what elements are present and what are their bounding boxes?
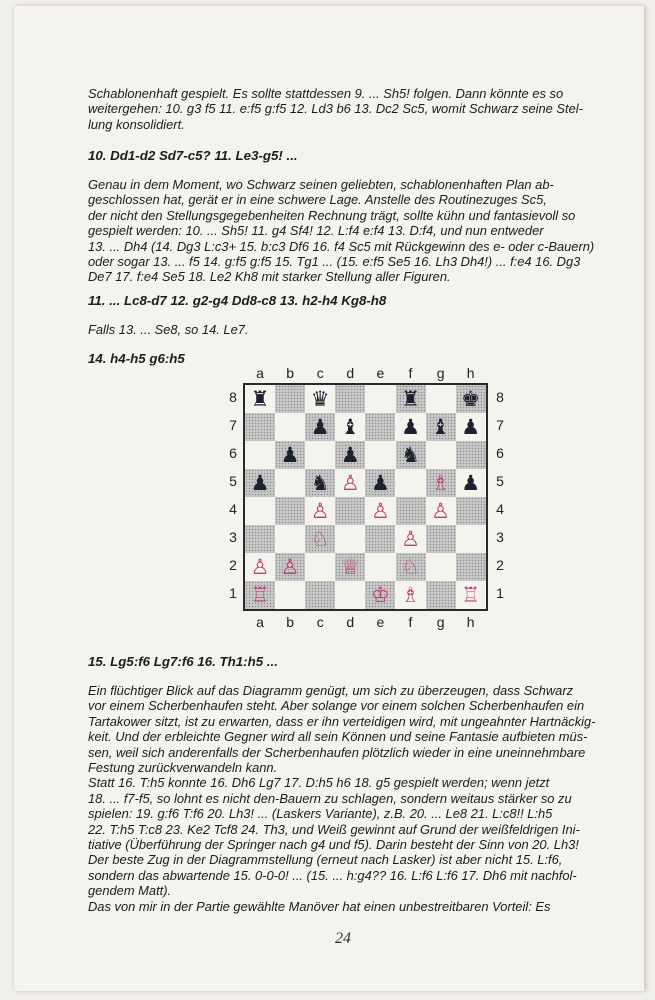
- chess-piece-a8: ♜: [250, 387, 270, 411]
- rank-label-right: 4: [496, 501, 504, 517]
- rank-label-right: 1: [496, 585, 504, 601]
- square-e8: [365, 385, 395, 413]
- square-g3: [426, 525, 456, 553]
- square-h4: [456, 497, 486, 525]
- rank-label-right: 8: [496, 389, 504, 405]
- square-d4: [335, 497, 365, 525]
- file-label-bottom: a: [256, 614, 264, 630]
- file-label-top: f: [408, 365, 413, 381]
- chess-piece-d5: ♙: [340, 471, 360, 495]
- chess-piece-f8: ♜: [401, 387, 420, 411]
- rank-label-right: 6: [496, 445, 504, 461]
- file-label-bottom: b: [286, 614, 294, 630]
- rank-label-left: 6: [229, 445, 237, 461]
- move-line-6: 14. h4-h5 g6:h5: [88, 351, 185, 366]
- chess-piece-f1: ♗: [401, 583, 420, 607]
- chess-piece-c3: ♘: [310, 527, 330, 551]
- file-label-top: d: [346, 365, 355, 381]
- square-g2: [426, 553, 456, 581]
- chess-piece-e4: ♙: [370, 499, 390, 523]
- file-label-bottom: g: [436, 614, 445, 630]
- square-h2: [456, 553, 486, 581]
- file-label-top: e: [376, 365, 385, 381]
- square-a3: [245, 525, 275, 553]
- rank-label-left: 8: [229, 389, 237, 405]
- chess-diagram: [243, 383, 488, 611]
- chess-piece-a5: ♟: [250, 471, 270, 495]
- file-label-top: c: [316, 365, 324, 381]
- chess-piece-d7: ♝: [340, 415, 360, 439]
- square-a4: [245, 497, 275, 525]
- chess-piece-h5: ♟: [461, 471, 481, 495]
- commentary-paragraph-5: Falls 13. ... Se8, so 14. Le7.: [88, 322, 249, 337]
- square-b4: [275, 497, 305, 525]
- rank-label-left: 3: [229, 529, 237, 545]
- square-d1: [335, 581, 365, 609]
- chess-piece-h7: ♟: [461, 415, 481, 439]
- commentary-paragraph-3: Genau in dem Moment, wo Schwarz seinen geliebten, schablonenhaften Plan ab- geschlossen hat, gerät er in eine schwere Lage. Anstelle des Routinezuges Sc5, der nicht den Stellungsgegebenheiten Rechnung trägt, sollte kühn und fantasievoll so gespielt werden: 10. ... Sh5! 11. g4 Sf4! 12. L:f4 e:f4 13. D:f4, und nun entweder 13. ... Dh4 (14. Dg3 L:c3+ 15. b:c3 Df6 16. f4 Sc5 mit Rückgewinn des e- oder c-Bauern) oder sogar 13. ... f5 14. g:f5 g:f5 15. Tg1 ... (15. e:f5 Se5 16. Lh3 Dh4!) ... f:e4 16. Dg3 De7 17. f:e4 Se5 18. Le2 Kh8 mit starker Stellung aller Figuren.: [88, 177, 595, 285]
- rank-label-right: 5: [496, 473, 504, 489]
- chess-piece-g4: ♙: [431, 499, 450, 523]
- move-line-7: 15. Lg5:f6 Lg7:f6 16. Th1:h5 ...: [88, 654, 278, 669]
- square-e6: [365, 441, 395, 469]
- square-h6: [456, 441, 486, 469]
- square-b5: [275, 469, 305, 497]
- file-label-top: a: [256, 365, 264, 381]
- file-label-bottom: f: [408, 614, 413, 630]
- commentary-paragraph-1: Schablonenhaft gespielt. Es sollte stattdessen 9. ... Sh5! folgen. Dann könnte es so weitergehen: 10. g3 f5 11. e:f5 g:f5 12. Ld3 b6 13. Dc2 Sc5, womit Schwarz seine Stel- lung konsolidiert.: [88, 86, 583, 132]
- square-c6: [305, 441, 335, 469]
- chess-piece-c5: ♞: [310, 471, 330, 495]
- square-b8: [275, 385, 305, 413]
- square-g1: [426, 581, 456, 609]
- chess-piece-b6: ♟: [280, 443, 300, 467]
- square-a7: [245, 413, 275, 441]
- square-b3: [275, 525, 305, 553]
- chess-piece-b2: ♙: [280, 555, 300, 579]
- square-d3: [335, 525, 365, 553]
- chess-piece-f7: ♟: [401, 415, 420, 439]
- rank-label-left: 4: [229, 501, 237, 517]
- square-c1: [305, 581, 335, 609]
- file-label-top: g: [436, 365, 445, 381]
- square-b1: [275, 581, 305, 609]
- file-label-top: h: [466, 365, 475, 381]
- rank-label-right: 7: [496, 417, 504, 433]
- chess-piece-a2: ♙: [250, 555, 270, 579]
- square-f4: [396, 497, 426, 525]
- square-b7: [275, 413, 305, 441]
- file-label-top: b: [286, 365, 294, 381]
- file-label-bottom: e: [376, 614, 385, 630]
- square-e7: [365, 413, 395, 441]
- square-g8: [426, 385, 456, 413]
- square-f5: [396, 469, 426, 497]
- chess-piece-g7: ♝: [431, 415, 450, 439]
- chess-piece-e1: ♔: [370, 583, 390, 607]
- chess-piece-c4: ♙: [310, 499, 330, 523]
- chess-piece-f3: ♙: [401, 527, 420, 551]
- chess-piece-h1: ♖: [461, 583, 481, 607]
- chess-piece-c7: ♟: [310, 415, 330, 439]
- rank-label-left: 5: [229, 473, 237, 489]
- file-label-bottom: h: [466, 614, 475, 630]
- square-g6: [426, 441, 456, 469]
- file-label-bottom: c: [316, 614, 324, 630]
- chess-piece-g5: ♗: [431, 471, 450, 495]
- rank-label-right: 3: [496, 529, 504, 545]
- rank-label-left: 1: [229, 585, 237, 601]
- chess-piece-f6: ♞: [401, 443, 420, 467]
- file-label-bottom: d: [346, 614, 355, 630]
- bleed-through: [560, 70, 563, 82]
- square-a6: [245, 441, 275, 469]
- chess-piece-h8: ♚: [461, 387, 481, 411]
- move-line-2: 10. Dd1-d2 Sd7-c5? 11. Le3-g5! ...: [88, 148, 298, 163]
- chess-piece-c8: ♛: [310, 387, 330, 411]
- square-e3: [365, 525, 395, 553]
- square-h3: [456, 525, 486, 553]
- chess-piece-e5: ♟: [370, 471, 390, 495]
- chess-piece-a1: ♖: [250, 583, 270, 607]
- move-line-4: 11. ... Lc8-d7 12. g2-g4 Dd8-c8 13. h2-h4 Kg8-h8: [88, 293, 387, 308]
- rank-label-right: 2: [496, 557, 504, 573]
- square-c2: [305, 553, 335, 581]
- rank-label-left: 7: [229, 417, 237, 433]
- square-d8: [335, 385, 365, 413]
- square-e2: [365, 553, 395, 581]
- chess-piece-d2: ♕: [340, 555, 360, 579]
- page-number: 24: [335, 930, 351, 947]
- chess-piece-d6: ♟: [340, 443, 360, 467]
- commentary-paragraph-8: Ein flüchtiger Blick auf das Diagramm genügt, um sich zu überzeugen, dass Schwarz vor einem Scherbenhaufen steht. Aber solange vor einem solchen Scherbenhaufen ein Tartakower sitzt, ist zu erwarten, dass er ihn verteidigen wird, mit ungeahnter Hartnäckig- keit. Und der erbleichte Gegner wird all sein Können und seine Fantasie aufbieten müs- sen, weil sich anderenfalls der Scherbenhaufen plötzlich wieder in eine uneinnehmbare Festung zurückverwandeln kann. Statt 16. T:h5 konnte 16. Dh6 Lg7 17. D:h5 h6 18. g5 gespielt werden; wenn jetzt 18. ... f7-f5, so lohnt es nicht den-Bauern zu schlagen, sondern weitaus stärker so zu spielen: 19. g:f6 T:f6 20. Lh3! ... (Laskers Variante), z.B. 20. ... Le8 21. L:c8!! L:h5 22. T:h5 T:c8 23. Ke2 Tcf8 24. Th3, und Weiß gewinnt auf Grund der weißfeldrigen Ini- tiative (Überführung der Springer nach g4 und f5). Darin besteht der Sinn von 20. Lh3! Der beste Zug in der Diagrammstellung (erneut nach Lasker) ist aber nicht 15. L:f6, sondern das abwartende 15. 0-0-0! ... (15. ... h:g4?? 16. L:f6 L:f6 17. Dh6 mit nachfol- gendem Matt). Das von mir in der Partie gewählte Manöver hat einen unbestreitbaren Vorteil: Es: [88, 683, 596, 914]
- rank-label-left: 2: [229, 557, 237, 573]
- chess-piece-f2: ♘: [401, 555, 420, 579]
